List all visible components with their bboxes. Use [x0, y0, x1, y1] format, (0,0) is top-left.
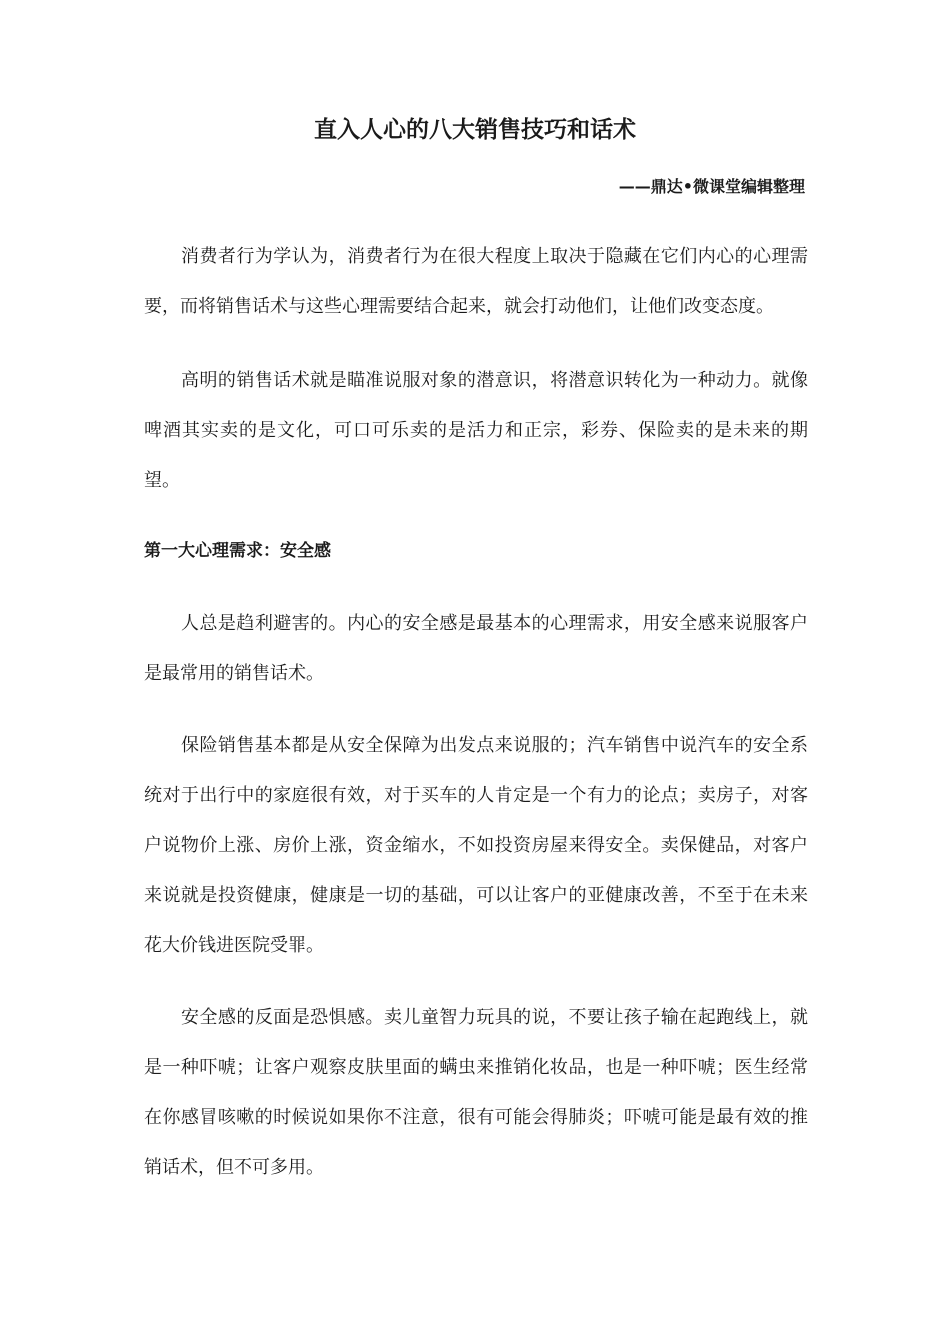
- section-paragraph-1: 人总是趋利避害的。内心的安全感是最基本的心理需求，用安全感来说服客户是最常用的销售话术。: [144, 613, 808, 684]
- document-subtitle: ——鼎达•微课堂编辑整理: [618, 177, 805, 196]
- section-heading: 第一大心理需求：安全感: [144, 541, 331, 561]
- document-title: 直入人心的八大销售技巧和话术: [314, 117, 636, 143]
- intro-paragraph-1: 消费者行为学认为，消费者行为在很大程度上取决于隐藏在它们内心的心理需要，而将销售话术与这些心理需要结合起来，就会打动他们，让他们改变态度。: [144, 246, 808, 317]
- intro-paragraph-2: 高明的销售话术就是瞄准说服对象的潜意识，将潜意识转化为一种动力。就像啤酒其实卖的是文化，可口可乐卖的是活力和正宗，彩券、保险卖的是未来的期望。: [144, 370, 808, 491]
- section-paragraph-3: 安全感的反面是恐惧感。卖儿童智力玩具的说，不要让孩子输在起跑线上，就是一种吓唬；让客户观察皮肤里面的螨虫来推销化妆品，也是一种吓唬；医生经常在你感冒咳嗽的时候说如果你不注意，很有可能会得肺炎；吓唬可能是最有效的推销话术，但不可多用。: [144, 1007, 808, 1178]
- section-paragraph-2: 保险销售基本都是从安全保障为出发点来说服的；汽车销售中说汽车的安全系统对于出行中的家庭很有效，对于买车的人肯定是一个有力的论点；卖房子，对客户说物价上涨、房价上涨，资金缩水，不如投资房屋来得安全。卖保健品，对客户来说就是投资健康，健康是一切的基础，可以让客户的亚健康改善，不至于在未来花大价钱进医院受罪。: [144, 735, 808, 956]
